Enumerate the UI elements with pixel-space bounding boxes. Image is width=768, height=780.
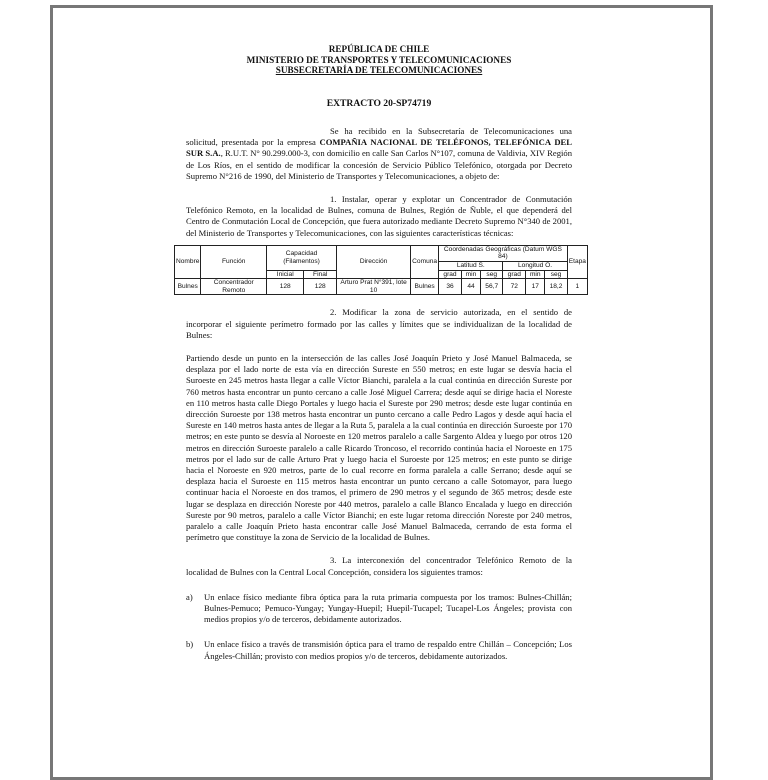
list-text: Un enlace físico a través de transmisión óptica para el tramo de respaldo entre Chillán – Concepción; Los Ángeles-Chillán; provisto con medios propios y/o de terceros, debidamente autorizados. — [204, 639, 572, 661]
cell-lat-min: 44 — [461, 279, 480, 295]
header-subsecretariat: SUBSECRETARÍA DE TELECOMUNICACIONES — [275, 65, 483, 76]
document-page — [176, 44, 586, 662]
document-title: EXTRACTO 20-SP74719 — [326, 97, 432, 109]
list-text: Un enlace físico mediante fibra óptica para la ruta primaria compuesta por los tramos: Bulnes-Chillán; Bulnes-Pemuco; Pemuco-Yungay; Yungay-Huepil; Huepil-Tucapel; Tucapel-Los Ángeles; provista con medios propios y/o de terceros, debidamente autorizados. — [204, 591, 572, 625]
th-lat-grad: grad — [439, 270, 462, 279]
th-coordenadas: Coordenadas Geográficas (Datum WGS 84) — [439, 245, 568, 261]
list-item — [186, 592, 572, 626]
section-1-paragraph: 1. Instalar, operar y explotar un Concentrador de Conmutación Telefónico Remoto, en la localidad de Bulnes, comuna de Bulnes, Región de Ñuble, el que dependerá del Centro de Conmutación Local de Concepción, que fuera autorizado mediante Decreto Supremo N°340 de 2001, del Ministerio de Transportes y Telecomunicaciones, con las siguientes características técnicas: — [186, 194, 572, 238]
section-3-paragraph: 3. La interconexión del concentrador Telefónico Remoto de la localidad de Bulnes con la Central Local Concepción, considera los siguientes tramos: — [186, 555, 572, 577]
cell-lon-min: 17 — [526, 279, 545, 295]
header-republic: REPÚBLICA DE CHILE — [328, 44, 430, 54]
th-etapa: Etapa — [567, 245, 587, 278]
th-lat-seg: seg — [481, 270, 503, 279]
list-item — [186, 639, 572, 661]
th-lon-min: min — [526, 270, 545, 279]
th-latitud: Latitud S. — [439, 262, 503, 271]
cell-nombre: Bulnes — [175, 279, 201, 295]
th-final: Final — [304, 270, 337, 279]
technical-table — [174, 245, 588, 296]
th-inicial: Inicial — [267, 270, 304, 279]
cell-final: 128 — [304, 279, 337, 295]
cell-comuna: Bulnes — [411, 279, 439, 295]
th-lat-min: min — [461, 270, 480, 279]
th-capacidad: Capacidad (Filamentos) — [267, 245, 337, 270]
cell-lon-grad: 72 — [503, 279, 526, 295]
company-name: COMPAÑIA NACIONAL DE TELÉFONOS, TELEFÓNICA DEL SUR S.A. — [186, 137, 572, 159]
cell-inicial: 128 — [267, 279, 304, 295]
cell-funcion: Concentrador Remoto — [201, 279, 267, 295]
th-lon-grad: grad — [503, 270, 526, 279]
perimeter-paragraph: Partiendo desde un punto en la intersección de las calles José Joaquín Prieto y José Manuel Balmaceda, se desplaza por el lado norte de esta vía en dirección Sureste en 550 metros; en este lugar se desvía hacia el Suroeste en 245 metros hasta llegar a calle Víctor Bianchi, paralela a la cual continúa en dirección Sureste por 760 metros hasta encontrar un punto cercano a calle José Miguel Carrera; desde aquí se dirige hacia el Noreste en 110 metros hasta calle Diego Portales y luego hacia el Sureste por 290 metros; desde este lugar continúa en dirección Suroeste por 138 metros hasta encontrar un punto cercano a calle Pedro Lagos y desde aquí hacia el Sureste en 140 metros hasta antes de llegar a la Ruta 5, paralela a la cual continúa en dirección Suroeste por 170 metros; en este punto se desvía al Noroeste en 120 metros paralelo a calle Sargento Aldea y luego por otros 120 metros en dirección Suroeste paralelo a calle Ricardo Troncoso, el recorrido continúa hacia el Noroeste en 175 metros por el lado sur de calle Arturo Prat y luego hacia el Suroeste por 125 metros; en este punto se dirige hacia el Noroeste en 920 metros, parte de lo cual recorre en forma paralela a calle Serrano; desde aquí se desplaza hacia el Suroeste en 115 metros hasta encontrar un punto cercano a calle Sotomayor, para luego continuar hacia el Noroeste en dos tramos, el primero de 290 metros y el segundo de 365 metros; desde este lugar se desplaza en dirección Noreste por 440 metros, paralelo a calle Blanco Encalada y luego en dirección Sureste por 90 metros, paralelo a calle Víctor Bianchi; en este lugar retoma dirección Noreste por 240 metros, paralelo a calle Joaquín Prieto hasta encontrar calle José Manuel Balmaceda, cerrando de esta forma el perímetro que constituye la zona de Servicio de la localidad de Bulnes. — [186, 352, 572, 543]
th-comuna: Comuna — [411, 245, 439, 278]
intro-text-post: , R.U.T. N° 90.299.000-3, con domicilio en calle San Carlos N°107, comuna de Valdivia, XIV Región de Los Ríos, en el sentido de modificar la concesión de Servicio Público Telefónico, otorgada por Decreto Supremo N°216 de 1990, del Ministerio de Transportes y Telecomunicaciones, a objeto de: — [186, 148, 573, 181]
th-direccion: Dirección — [336, 245, 410, 278]
cell-lon-seg: 18,2 — [545, 279, 567, 295]
th-lon-seg: seg — [545, 270, 567, 279]
header-ministry: MINISTERIO DE TRANSPORTES Y TELECOMUNICACIONES — [246, 54, 512, 65]
table-row — [175, 279, 588, 295]
cell-lat-grad: 36 — [439, 279, 462, 295]
cell-lat-seg: 56,7 — [481, 279, 503, 295]
list-marker: a) — [186, 591, 193, 602]
intro-text-pre: Se ha recibido en la Subsecretaría de Telecomunicaciones una solicitud, presentada por la empresa — [186, 125, 572, 148]
cell-direccion: Arturo Prat N°391, lote 10 — [336, 279, 410, 295]
intro-paragraph — [186, 126, 572, 182]
th-nombre: Nombre — [175, 245, 201, 278]
section-2-paragraph: 2. Modificar la zona de servicio autorizada, en el sentido de incorporar el siguiente perímetro formado por las calles y límites que se individualizan de la localidad de Bulnes: — [186, 307, 572, 340]
cell-etapa: 1 — [567, 279, 587, 295]
list-marker: b) — [186, 639, 194, 650]
th-longitud: Longitud O. — [503, 262, 567, 271]
th-funcion: Función — [201, 245, 267, 278]
